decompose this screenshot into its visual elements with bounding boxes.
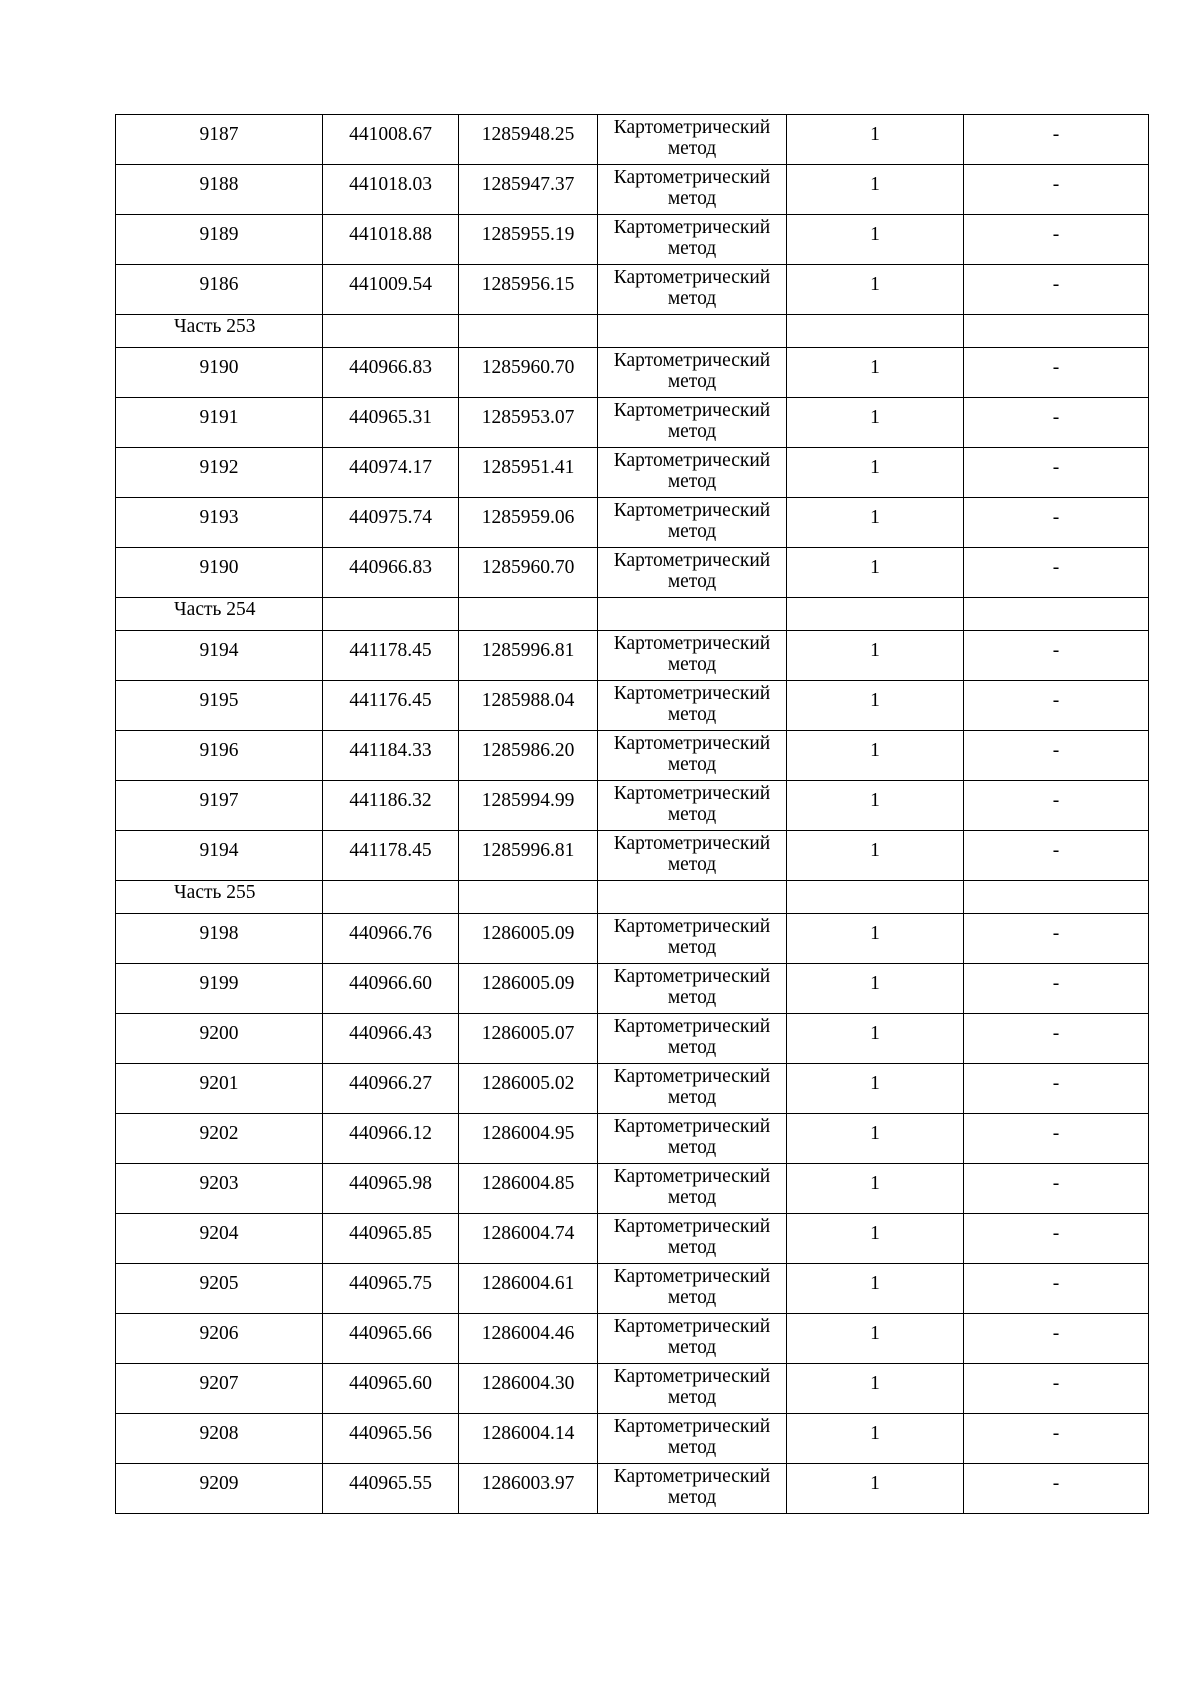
y-coordinate: 1285948.25 bbox=[459, 115, 598, 165]
accuracy: 1 bbox=[787, 548, 964, 598]
description: - bbox=[964, 1414, 1149, 1464]
point-number: 9191 bbox=[116, 398, 323, 448]
y-coordinate: 1285953.07 bbox=[459, 398, 598, 448]
description: - bbox=[964, 1264, 1149, 1314]
x-coordinate: 440966.83 bbox=[323, 348, 459, 398]
x-coordinate: 440965.75 bbox=[323, 1264, 459, 1314]
coordinates-table-body bbox=[116, 115, 1149, 1514]
table-row bbox=[116, 1464, 1149, 1514]
y-coordinate: 1286004.30 bbox=[459, 1364, 598, 1414]
table-row bbox=[116, 1414, 1149, 1464]
table-row bbox=[116, 831, 1149, 881]
x-coordinate: 440966.76 bbox=[323, 914, 459, 964]
table-row bbox=[116, 964, 1149, 1014]
point-number: 9209 bbox=[116, 1464, 323, 1514]
accuracy: 1 bbox=[787, 1314, 964, 1364]
accuracy: 1 bbox=[787, 631, 964, 681]
table-row bbox=[116, 731, 1149, 781]
table-row bbox=[116, 548, 1149, 598]
y-coordinate: 1285996.81 bbox=[459, 831, 598, 881]
table-row bbox=[116, 781, 1149, 831]
point-number: 9193 bbox=[116, 498, 323, 548]
method: Картометрический метод bbox=[598, 731, 787, 781]
method: Картометрический метод bbox=[598, 1114, 787, 1164]
method: Картометрический метод bbox=[598, 781, 787, 831]
point-number: 9202 bbox=[116, 1114, 323, 1164]
point-number: 9200 bbox=[116, 1014, 323, 1064]
table-row bbox=[116, 498, 1149, 548]
description: - bbox=[964, 964, 1149, 1014]
method: Картометрический метод bbox=[598, 1414, 787, 1464]
accuracy: 1 bbox=[787, 831, 964, 881]
point-number: 9206 bbox=[116, 1314, 323, 1364]
method: Картометрический метод bbox=[598, 498, 787, 548]
y-coordinate: 1285956.15 bbox=[459, 265, 598, 315]
x-coordinate: 441176.45 bbox=[323, 681, 459, 731]
part-header-row bbox=[116, 315, 1149, 348]
table-row bbox=[116, 681, 1149, 731]
table-row bbox=[116, 1014, 1149, 1064]
point-number: 9199 bbox=[116, 964, 323, 1014]
point-number: 9187 bbox=[116, 115, 323, 165]
description: - bbox=[964, 914, 1149, 964]
x-coordinate: 440965.55 bbox=[323, 1464, 459, 1514]
coordinates-table bbox=[115, 114, 1149, 1514]
empty-cell bbox=[964, 598, 1149, 631]
empty-cell bbox=[787, 598, 964, 631]
method: Картометрический метод bbox=[598, 964, 787, 1014]
table-row bbox=[116, 265, 1149, 315]
accuracy: 1 bbox=[787, 398, 964, 448]
accuracy: 1 bbox=[787, 265, 964, 315]
accuracy: 1 bbox=[787, 215, 964, 265]
accuracy: 1 bbox=[787, 681, 964, 731]
accuracy: 1 bbox=[787, 1214, 964, 1264]
point-number: 9195 bbox=[116, 681, 323, 731]
point-number: 9203 bbox=[116, 1164, 323, 1214]
y-coordinate: 1285955.19 bbox=[459, 215, 598, 265]
table-row bbox=[116, 1064, 1149, 1114]
description: - bbox=[964, 1364, 1149, 1414]
method: Картометрический метод bbox=[598, 398, 787, 448]
y-coordinate: 1286005.09 bbox=[459, 964, 598, 1014]
point-number: 9205 bbox=[116, 1264, 323, 1314]
accuracy: 1 bbox=[787, 1114, 964, 1164]
y-coordinate: 1285947.37 bbox=[459, 165, 598, 215]
description: - bbox=[964, 731, 1149, 781]
empty-cell bbox=[787, 315, 964, 348]
method: Картометрический метод bbox=[598, 631, 787, 681]
method: Картометрический метод bbox=[598, 1364, 787, 1414]
y-coordinate: 1285960.70 bbox=[459, 548, 598, 598]
point-number: 9194 bbox=[116, 631, 323, 681]
x-coordinate: 440966.12 bbox=[323, 1114, 459, 1164]
accuracy: 1 bbox=[787, 1064, 964, 1114]
method: Картометрический метод bbox=[598, 681, 787, 731]
x-coordinate: 440975.74 bbox=[323, 498, 459, 548]
method: Картометрический метод bbox=[598, 914, 787, 964]
description: - bbox=[964, 781, 1149, 831]
x-coordinate: 441018.03 bbox=[323, 165, 459, 215]
method: Картометрический метод bbox=[598, 265, 787, 315]
method: Картометрический метод bbox=[598, 1464, 787, 1514]
point-number: 9204 bbox=[116, 1214, 323, 1264]
point-number: 9207 bbox=[116, 1364, 323, 1414]
table-row bbox=[116, 1214, 1149, 1264]
method: Картометрический метод bbox=[598, 1014, 787, 1064]
method: Картометрический метод bbox=[598, 165, 787, 215]
empty-cell bbox=[964, 881, 1149, 914]
table-row bbox=[116, 215, 1149, 265]
point-number: 9192 bbox=[116, 448, 323, 498]
x-coordinate: 441009.54 bbox=[323, 265, 459, 315]
method: Картометрический метод bbox=[598, 831, 787, 881]
point-number: 9194 bbox=[116, 831, 323, 881]
method: Картометрический метод bbox=[598, 115, 787, 165]
accuracy: 1 bbox=[787, 1364, 964, 1414]
description: - bbox=[964, 215, 1149, 265]
accuracy: 1 bbox=[787, 914, 964, 964]
x-coordinate: 441178.45 bbox=[323, 831, 459, 881]
method: Картометрический метод bbox=[598, 548, 787, 598]
part-label: Часть 254 bbox=[116, 598, 323, 631]
description: - bbox=[964, 1214, 1149, 1264]
accuracy: 1 bbox=[787, 731, 964, 781]
table-row bbox=[116, 631, 1149, 681]
table-row bbox=[116, 348, 1149, 398]
method: Картометрический метод bbox=[598, 1264, 787, 1314]
accuracy: 1 bbox=[787, 348, 964, 398]
part-label: Часть 253 bbox=[116, 315, 323, 348]
x-coordinate: 440974.17 bbox=[323, 448, 459, 498]
x-coordinate: 441186.32 bbox=[323, 781, 459, 831]
description: - bbox=[964, 265, 1149, 315]
y-coordinate: 1285986.20 bbox=[459, 731, 598, 781]
x-coordinate: 440966.27 bbox=[323, 1064, 459, 1114]
y-coordinate: 1285959.06 bbox=[459, 498, 598, 548]
accuracy: 1 bbox=[787, 1264, 964, 1314]
point-number: 9190 bbox=[116, 348, 323, 398]
method: Картометрический метод bbox=[598, 1064, 787, 1114]
table-row bbox=[116, 914, 1149, 964]
y-coordinate: 1286004.14 bbox=[459, 1414, 598, 1464]
accuracy: 1 bbox=[787, 1164, 964, 1214]
accuracy: 1 bbox=[787, 115, 964, 165]
x-coordinate: 440965.56 bbox=[323, 1414, 459, 1464]
accuracy: 1 bbox=[787, 1414, 964, 1464]
description: - bbox=[964, 1064, 1149, 1114]
x-coordinate: 441018.88 bbox=[323, 215, 459, 265]
x-coordinate: 441008.67 bbox=[323, 115, 459, 165]
method: Картометрический метод bbox=[598, 448, 787, 498]
table-row bbox=[116, 448, 1149, 498]
x-coordinate: 440966.83 bbox=[323, 548, 459, 598]
point-number: 9188 bbox=[116, 165, 323, 215]
table-row bbox=[116, 1164, 1149, 1214]
method: Картометрический метод bbox=[598, 1314, 787, 1364]
x-coordinate: 441178.45 bbox=[323, 631, 459, 681]
point-number: 9186 bbox=[116, 265, 323, 315]
x-coordinate: 440965.66 bbox=[323, 1314, 459, 1364]
y-coordinate: 1285951.41 bbox=[459, 448, 598, 498]
y-coordinate: 1286004.46 bbox=[459, 1314, 598, 1364]
point-number: 9208 bbox=[116, 1414, 323, 1464]
description: - bbox=[964, 1464, 1149, 1514]
y-coordinate: 1285996.81 bbox=[459, 631, 598, 681]
description: - bbox=[964, 548, 1149, 598]
empty-cell bbox=[323, 598, 459, 631]
accuracy: 1 bbox=[787, 1464, 964, 1514]
description: - bbox=[964, 348, 1149, 398]
table-row bbox=[116, 398, 1149, 448]
point-number: 9197 bbox=[116, 781, 323, 831]
y-coordinate: 1286004.61 bbox=[459, 1264, 598, 1314]
point-number: 9189 bbox=[116, 215, 323, 265]
point-number: 9190 bbox=[116, 548, 323, 598]
table-row bbox=[116, 1364, 1149, 1414]
accuracy: 1 bbox=[787, 781, 964, 831]
description: - bbox=[964, 398, 1149, 448]
description: - bbox=[964, 1114, 1149, 1164]
empty-cell bbox=[459, 315, 598, 348]
accuracy: 1 bbox=[787, 448, 964, 498]
description: - bbox=[964, 448, 1149, 498]
x-coordinate: 440965.85 bbox=[323, 1214, 459, 1264]
point-number: 9201 bbox=[116, 1064, 323, 1114]
y-coordinate: 1286003.97 bbox=[459, 1464, 598, 1514]
description: - bbox=[964, 498, 1149, 548]
description: - bbox=[964, 165, 1149, 215]
description: - bbox=[964, 1314, 1149, 1364]
empty-cell bbox=[964, 315, 1149, 348]
empty-cell bbox=[323, 315, 459, 348]
accuracy: 1 bbox=[787, 165, 964, 215]
x-coordinate: 440965.31 bbox=[323, 398, 459, 448]
accuracy: 1 bbox=[787, 1014, 964, 1064]
x-coordinate: 441184.33 bbox=[323, 731, 459, 781]
table-row bbox=[116, 1114, 1149, 1164]
empty-cell bbox=[787, 881, 964, 914]
part-label: Часть 255 bbox=[116, 881, 323, 914]
description: - bbox=[964, 1014, 1149, 1064]
y-coordinate: 1285994.99 bbox=[459, 781, 598, 831]
y-coordinate: 1286004.74 bbox=[459, 1214, 598, 1264]
method: Картометрический метод bbox=[598, 1214, 787, 1264]
x-coordinate: 440965.98 bbox=[323, 1164, 459, 1214]
x-coordinate: 440966.43 bbox=[323, 1014, 459, 1064]
empty-cell bbox=[598, 315, 787, 348]
x-coordinate: 440966.60 bbox=[323, 964, 459, 1014]
part-header-row bbox=[116, 598, 1149, 631]
description: - bbox=[964, 115, 1149, 165]
description: - bbox=[964, 631, 1149, 681]
method: Картометрический метод bbox=[598, 1164, 787, 1214]
description: - bbox=[964, 1164, 1149, 1214]
accuracy: 1 bbox=[787, 498, 964, 548]
accuracy: 1 bbox=[787, 964, 964, 1014]
empty-cell bbox=[459, 598, 598, 631]
y-coordinate: 1285960.70 bbox=[459, 348, 598, 398]
table-row bbox=[116, 1264, 1149, 1314]
table-row bbox=[116, 115, 1149, 165]
empty-cell bbox=[323, 881, 459, 914]
y-coordinate: 1286005.07 bbox=[459, 1014, 598, 1064]
method: Картометрический метод bbox=[598, 348, 787, 398]
y-coordinate: 1286004.95 bbox=[459, 1114, 598, 1164]
y-coordinate: 1286005.02 bbox=[459, 1064, 598, 1114]
x-coordinate: 440965.60 bbox=[323, 1364, 459, 1414]
empty-cell bbox=[598, 598, 787, 631]
empty-cell bbox=[459, 881, 598, 914]
method: Картометрический метод bbox=[598, 215, 787, 265]
empty-cell bbox=[598, 881, 787, 914]
description: - bbox=[964, 681, 1149, 731]
y-coordinate: 1285988.04 bbox=[459, 681, 598, 731]
description: - bbox=[964, 831, 1149, 881]
table-row bbox=[116, 165, 1149, 215]
point-number: 9196 bbox=[116, 731, 323, 781]
part-header-row bbox=[116, 881, 1149, 914]
y-coordinate: 1286004.85 bbox=[459, 1164, 598, 1214]
table-row bbox=[116, 1314, 1149, 1364]
point-number: 9198 bbox=[116, 914, 323, 964]
y-coordinate: 1286005.09 bbox=[459, 914, 598, 964]
